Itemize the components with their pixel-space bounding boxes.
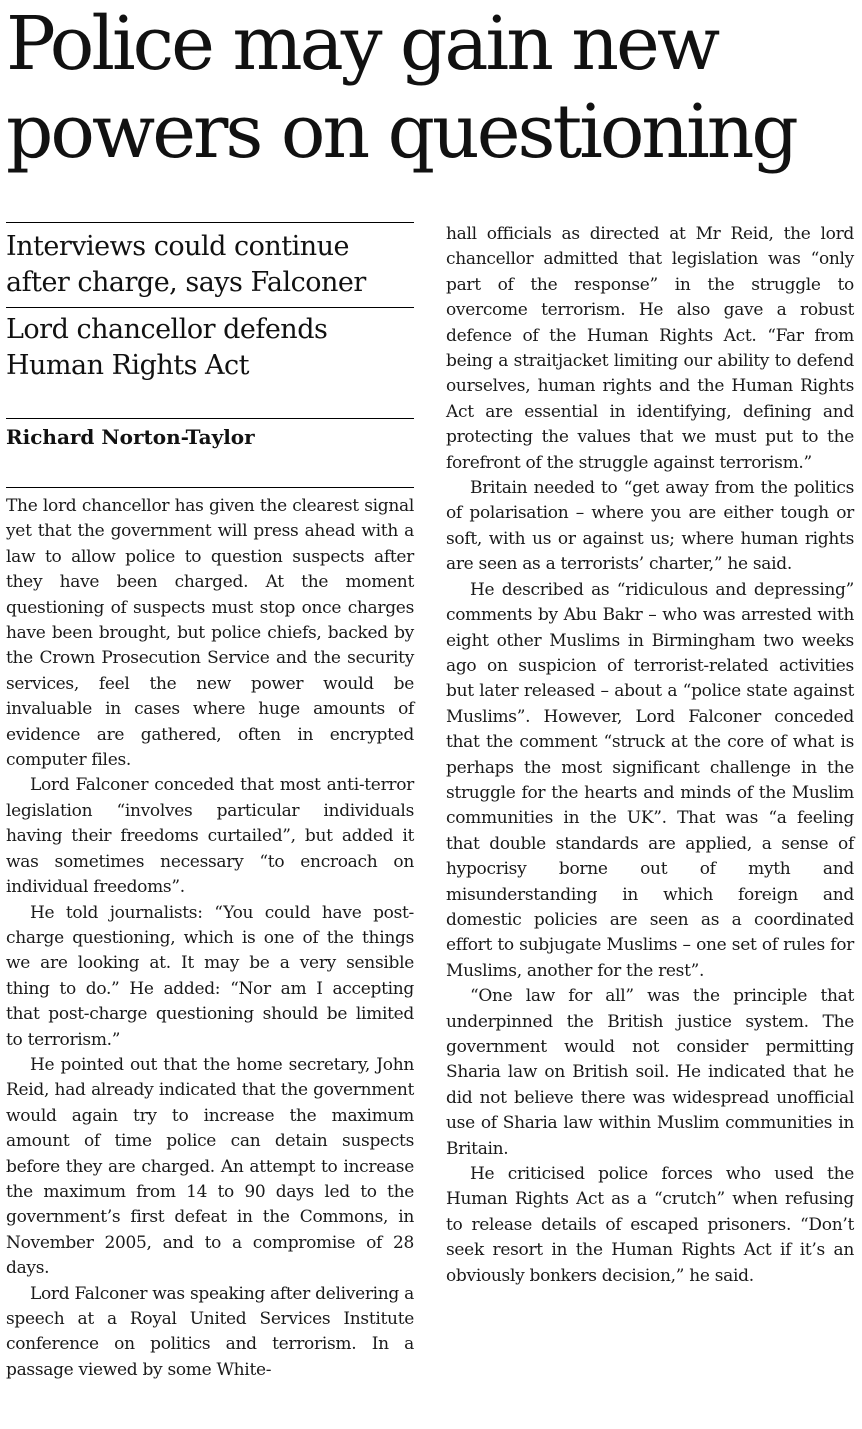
rule-body [6,487,414,488]
subhead-1: Interviews could continue after charge, says Falconer [6,231,366,298]
paragraph: He told journalists: “You could have post-charge questioning, which is one of the things we are looking at. It may be a very sensible thing to do.” He added: “Nor am I accepting that post-charge questioning should be limited to terrorism.” [6,902,414,1050]
paragraph: Britain needed to “get away from the politics of polarisation – where you are either tough or soft, with us or against us; where human rights are seen as a terrorists’ charter,” he said. [446,478,854,575]
subhead-2: Lord chancellor defends Human Rights Act [6,314,328,381]
headline: Police may gain new powers on questioning [6,1,796,175]
paragraph: hall officials as directed at Mr Reid, the lord chancellor admitted that legislation was “only part of the response” in the struggle to overcome terrorism. He also gave a robust defence of the Human Rights Act. “Far from being a straitjacket limiting our ability to defend ourselves, human rights and the Human Rights Act are essential in identifying, defining and protecting the values that we must put to the forefront of the struggle against terrorism.” [446,224,854,473]
paragraph: He criticised police forces who used the Human Rights Act as a “crutch” when refusing to release details of escaped prisoners. “Don’t seek resort in the Human Rights Act if it’s an obviously bonkers decision,” he said. [446,1164,854,1286]
paragraph: “One law for all” was the principle that underpinned the British justice system. The government would not consider permitting Sharia law on British soil. He indicated that he did not believe there was widespread unofficial use of Sharia law within Muslim communities in Britain. [446,986,854,1159]
byline: Richard Norton-Taylor [6,425,255,449]
paragraph: Lord Falconer was speaking after delivering a speech at a Royal United Services Institute conference on politics and terrorism. In a passage viewed by some White- [6,1283,414,1380]
paragraph: He described as “ridiculous and depressing” comments by Abu Bakr – who was arrested with eight other Muslims in Birmingham two weeks ago on suspicion of terrorist-related activities but later released – about a “police state against Muslims”. However, Lord Falconer conceded that the comment “struck at the core of what is perhaps the most significant challenge in the struggle for the hearts and minds of the Muslim communities in the UK”. That was “a feeling that double standards are applied, a sense of hypocrisy borne out of myth and misunderstanding in which foreign and domestic policies are seen as a coordinated effort to subjugate Muslims – one set of rules for Muslims, another for the rest”. [446,579,854,981]
left-column [6,222,414,1383]
right-column [446,222,854,1289]
paragraph: Lord Falconer conceded that most anti-terror legislation “involves particular individuals having their freedoms curtailed”, but added it was sometimes necessary “to encroach on individual freedoms”. [6,775,414,898]
paragraph: The lord chancellor has given the clearest signal yet that the government will press ahead with a law to allow police to question suspects after they have been charged. At the moment questioning of suspects must stop once charges have been brought, but police chiefs, backed by the Crown Prosecution Service and the security services, feel the new power would be invaluable in cases where huge amounts of evidence are gathered, often in encrypted computer files. [6,496,414,771]
paragraph: He pointed out that the home secretary, John Reid, had already indicated that the government would again try to increase the maximum amount of time police can detain suspects before they are charged. An attempt to increase the maximum from 14 to 90 days led to the government’s first defeat in the Commons, in November 2005, and to a compromise of 28 days. [6,1054,414,1279]
